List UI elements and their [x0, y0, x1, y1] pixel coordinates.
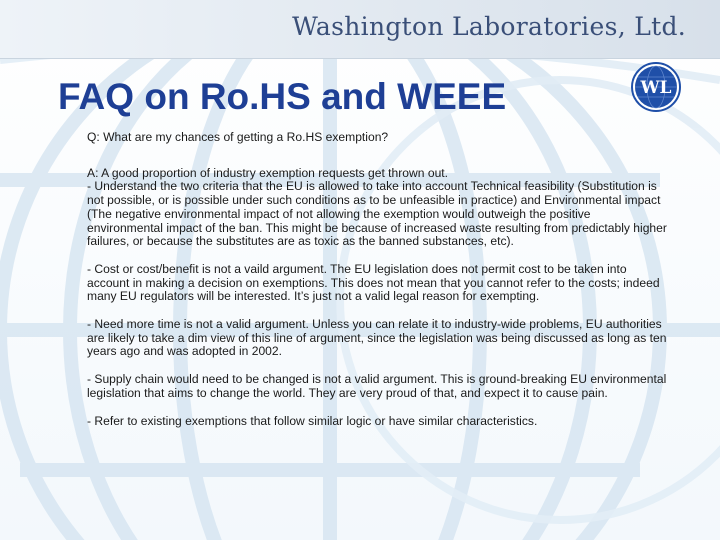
faq-point-time: - Need more time is not a valid argument. Unless you can relate it to industry-wide problems, EU authorities are likely to take a dim view of this line of argument, since the legislation was being discussed as long as ten years ago and was adopted in 2002.: [87, 317, 667, 359]
faq-content: [87, 131, 667, 428]
faq-point-existing-exemptions: - Refer to existing exemptions that follow similar logic or have similar characteristics.: [87, 413, 538, 428]
header-band: [0, 0, 720, 59]
slide-title: FAQ on Ro.HS and WEEE: [58, 76, 507, 117]
faq-question: Q: What are my chances of getting a Ro.HS exemption?: [87, 130, 389, 144]
faq-point-criteria: - Understand the two criteria that the EU is allowed to take into account Technical feasibility (Substitution is not possible, or is possible under such conditions as to be unfeasible in practice) and Environmental impact (The negative environmental impact of not allowing the exemption would outweigh the positive environmental impact of the ban. This might be because of increased waste resulting from predictably higher failures, or because the substitutes are as toxic as the banned substances, etc).: [87, 179, 667, 249]
washington-labs-logo: [631, 62, 681, 112]
faq-answer-intro: A: A good proportion of industry exemption requests get thrown out.: [87, 165, 449, 180]
logo-text: WL: [640, 78, 672, 98]
faq-point-supply-chain: - Supply chain would need to be changed is not a valid argument. This is ground-breaking EU environmental legislation that aims to change the world. They are very proud of that, and expect it to cause pain.: [87, 372, 667, 400]
company-name: Washington Laboratories, Ltd.: [292, 12, 686, 41]
faq-point-cost: - Cost or cost/benefit is not a vaild argument. The EU legislation does not permit cost to be taken into account in making a decision on exemptions. This does not mean that you cannot refer to the costs; indeed many EU regulators will be interested. It’s just not a valid legal reason for exempting.: [87, 261, 660, 304]
